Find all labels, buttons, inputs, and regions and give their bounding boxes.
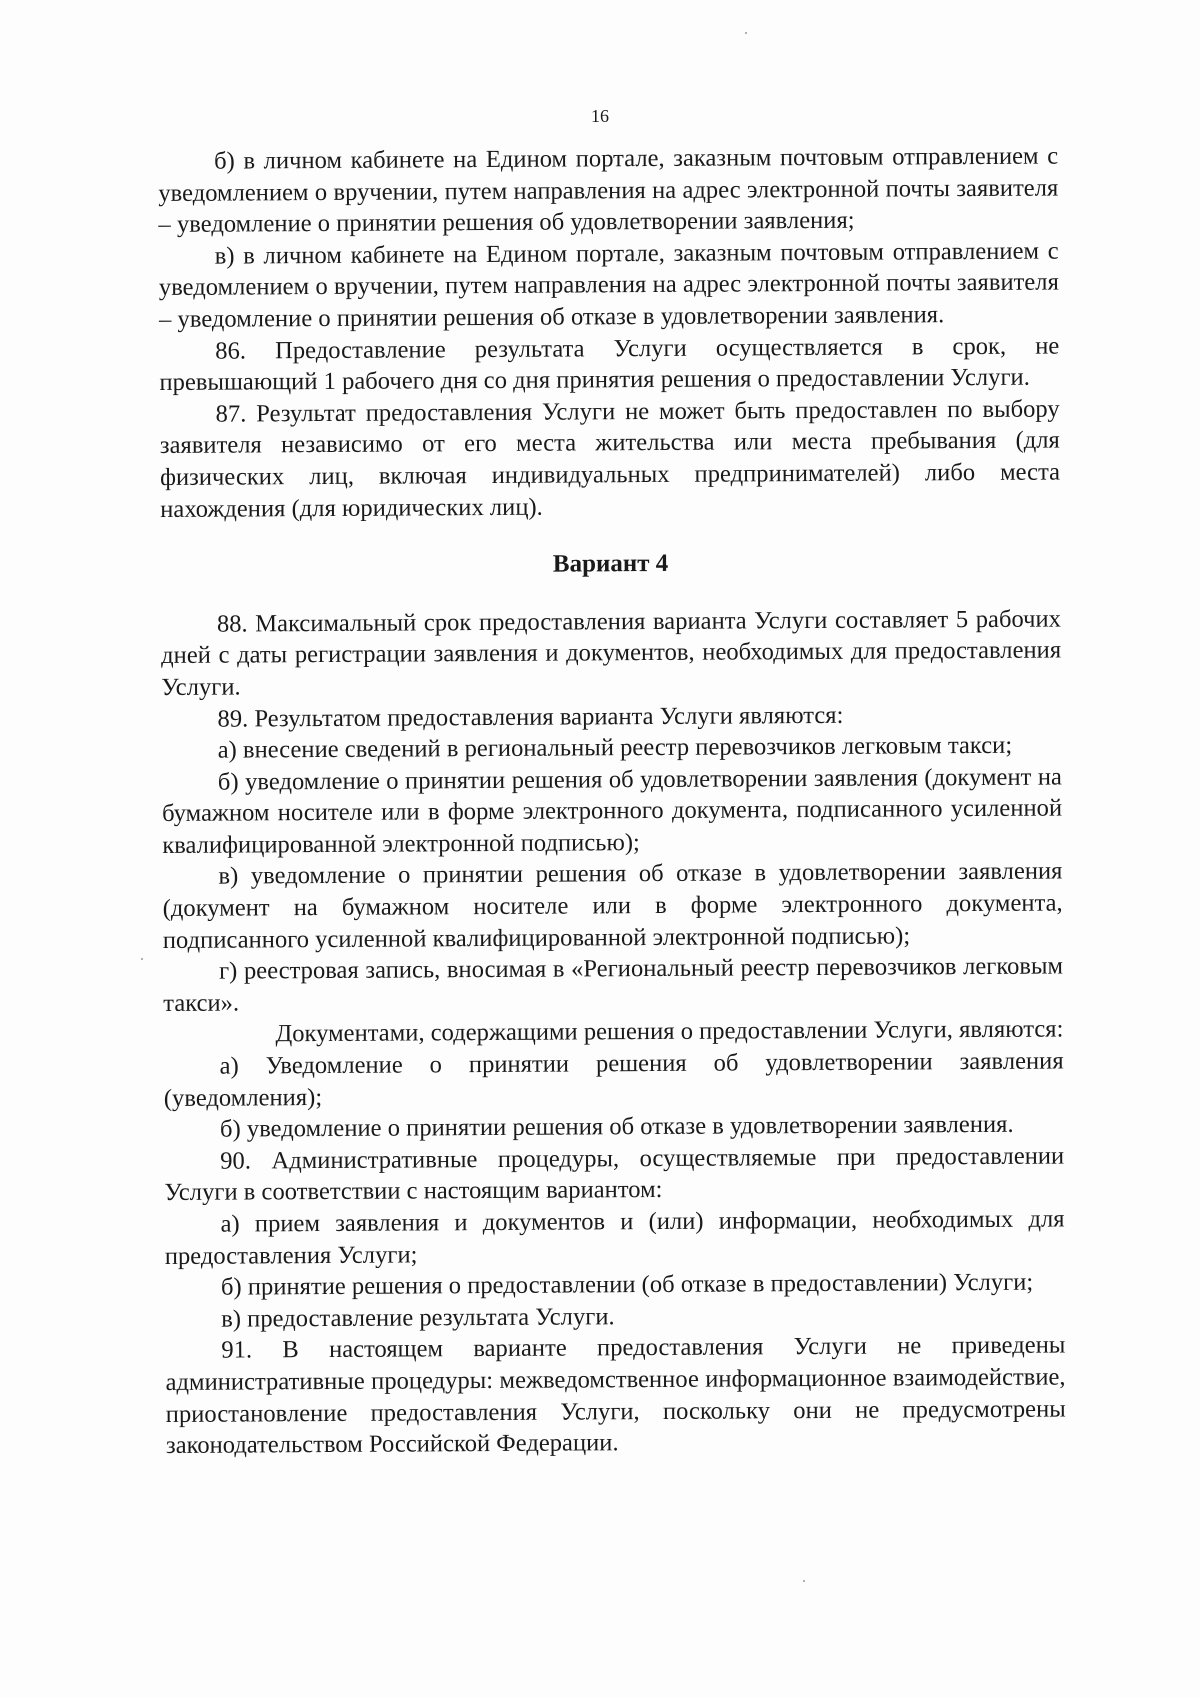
- paragraph-86: 86. Предоставление результата Услуги осуществляется в срок, не превышающий 1 рабочего дня со дня принятия решения о предоставлении Услуги.: [159, 332, 1060, 397]
- document-body: [158, 141, 1066, 1462]
- paragraph-decision-documents: Документами, содержащими решения о предоставлении Услуги, являются:: [275, 1015, 1064, 1048]
- list-item-90-v: в) предоставление результата Услуги.: [221, 1303, 615, 1333]
- list-item-89-b: б) уведомление о принятии решения об удовлетворении заявления (документ на бумажном носителе или в форме электронного документа, подписанного усиленной квалифицированной электронной подписью);: [161, 763, 1063, 859]
- list-item-90-a: а) прием заявления и документов и (или) информации, необходимых для предоставления Услуги;: [164, 1205, 1065, 1270]
- paragraph-90: 90. Административные процедуры, осуществляемые при предоставлении Услуги в соответствии с настоящим вариантом:: [164, 1142, 1065, 1207]
- list-item-89-v: в) уведомление о принятии решения об отказе в удовлетворении заявления (документ на бумажном носителе или в форме электронного документа, подписанного усиленной квалифицированной электронной подписью);: [162, 857, 1063, 954]
- list-item-89-a: а) внесение сведений в региональный реестр перевозчиков легковым такси;: [217, 731, 1013, 764]
- paragraph-89: 89. Результатом предоставления варианта Услуги являются:: [217, 701, 844, 733]
- list-item-90-b: б) принятие решения о предоставлении (об отказе в предоставлении) Услуги;: [220, 1268, 1034, 1301]
- list-item-documents-b: б) уведомление о принятии решения об отказе в удовлетворении заявления.: [219, 1111, 1014, 1143]
- section-heading-variant-4: Вариант 4: [552, 550, 669, 578]
- scan-speck: [141, 958, 143, 960]
- scan-speck: [803, 1580, 805, 1582]
- paragraph-87: 87. Результат предоставления Услуги не может быть предоставлен по выбору заявителя независимо от его места жительства или места пребывания (для физических лиц, включая индивидуальных предпринимателей) либо места нахождения (для юридических лиц).: [159, 395, 1061, 523]
- page-number: 16: [591, 106, 609, 126]
- list-item-89-g: г) реестровая запись, вносимая в «Региональный реестр перевозчиков легковым такси».: [163, 952, 1064, 1017]
- paragraph-91: 91. В настоящем варианте предоставления Услуги не приведены административные процедуры: межведомственное информационное взаимодействие, приостановление предоставления Услуги, поскольку они не предусмотрены законодательством Российской Федерации.: [165, 1331, 1066, 1460]
- paragraph-v-personal-cabinet-refusal: в) в личном кабинете на Едином портале, заказным почтовым отправлением с уведомлением о вручении, путем направления на адрес электронной почты заявителя – уведомление о принятии решения об отказе в удовлетворении заявления.: [158, 237, 1059, 333]
- scan-speck: [745, 32, 747, 34]
- paragraph-b-personal-cabinet-approval: б) в личном кабинете на Едином портале, заказным почтовым отправлением с уведомлением о вручении, путем направления на адрес электронной почты заявителя – уведомление о принятии решения об удовлетворении заявления;: [158, 142, 1059, 239]
- list-item-documents-a: а) Уведомление о принятии решения об удовлетворении заявления (уведомления);: [163, 1047, 1064, 1112]
- paragraph-88: 88. Максимальный срок предоставления варианта Услуги составляет 5 рабочих дней с даты регистрации заявления и документов, необходимых для предоставления Услуги.: [161, 605, 1062, 701]
